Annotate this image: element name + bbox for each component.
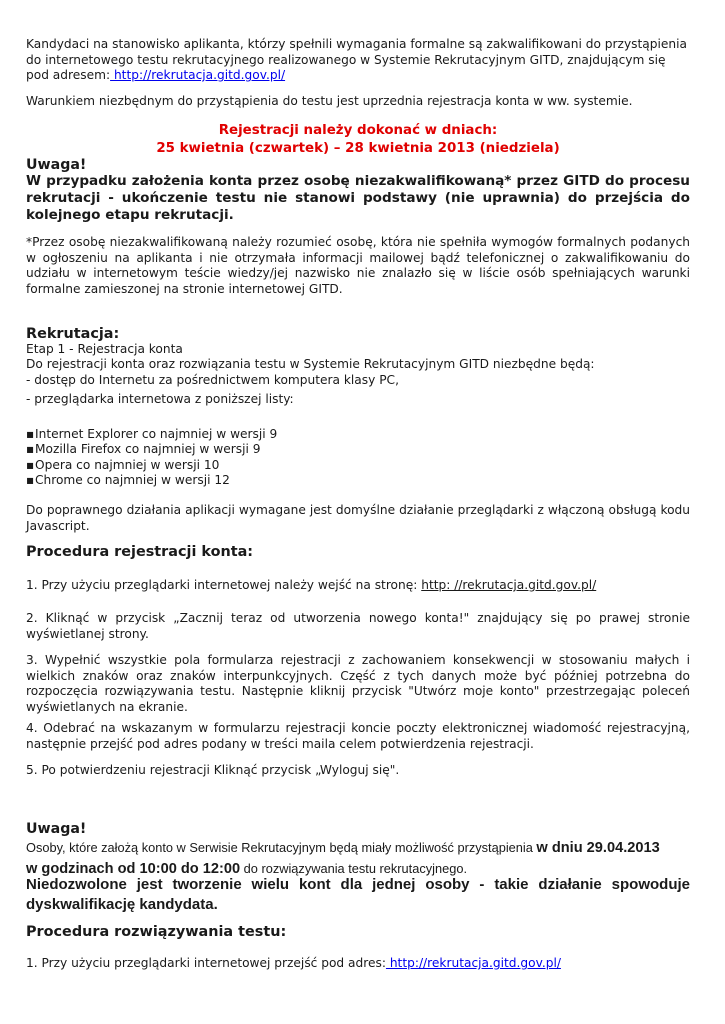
list-item: ▪Internet Explorer co najmniej w wersji 9 bbox=[26, 427, 278, 441]
needs-text: Do rejestracji konta oraz rozwiązania testu w Systemie Rekrutacyjnym GITD niezbędne będą: bbox=[26, 357, 595, 371]
list-item: ▪Opera co najmniej w wersji 10 bbox=[26, 457, 220, 472]
registration-step-5: 5. Po potwierdzeniu rejestracji Kliknąć przycisk „Wyloguj się". bbox=[26, 763, 400, 777]
registration-step-2: 2. Kliknąć w przycisk „Zacznij teraz od utworzenia nowego konta!" znajdujący się po prawej stronie wyświetlanej strony. bbox=[26, 611, 690, 641]
registration-step-4: 4. Odebrać na wskazanym w formularzu rejestracji koncie poczty elektronicznej wiadomość rejestracyjną, następnie przejść pod adres podany w treści maila celem potwierdzenia rejestracji. bbox=[26, 721, 690, 751]
test-link[interactable]: http://rekrutacja.gitd.gov.pl/ bbox=[385, 956, 561, 970]
bullet-icon: ▪ bbox=[26, 442, 35, 457]
registration-requirement: Warunkiem niezbędnym do przystąpienia do testu jest uprzednia rejestracja konta w ww. systemie. bbox=[26, 94, 633, 108]
registration-procedure-title: Procedura rejestracji konta: bbox=[26, 544, 254, 560]
warning2-bold: Niedozwolone jest tworzenie wielu kont dla jednej osoby - takie działanie spowoduje dyskwalifikację kandydata. bbox=[26, 876, 690, 913]
bullet-icon: ▪ bbox=[26, 457, 35, 472]
stage-label: Etap 1 - Rejestracja konta bbox=[26, 342, 183, 356]
test-procedure-title: Procedura rozwiązywania testu: bbox=[26, 924, 287, 940]
recruitment-title: Rekrutacja: bbox=[26, 326, 120, 342]
need-internet: - dostęp do Internetu za pośrednictwem komputera klasy PC, bbox=[26, 373, 399, 387]
warning-text: W przypadku założenia konta przez osobę niezakwalifikowaną* przez GITD do procesu rekrutacji - ukończenie testu nie stanowi podstawy (nie uprawnia) do przejścia do kolejnego etapu rekrutacji. bbox=[26, 173, 690, 223]
footnote: *Przez osobę niezakwalifikowaną należy rozumieć osobę, która nie spełniła wymogów formalnych podanych w ogłoszeniu na aplikanta i nie otrzymała informacji mailowej bądź telefonicznej o zakwalifikowaniu do udziału w internetowym teście wiedzy/jej nazwisko nie znalazło się w liście osób spełniających warunki formalne zamieszonej na stronie internetowej GITD. bbox=[26, 235, 690, 296]
dates-range: 25 kwietnia (czwartek) – 28 kwietnia 2013 (niedziela) bbox=[156, 141, 560, 156]
list-item: ▪Mozilla Firefox co najmniej w wersji 9 bbox=[26, 442, 261, 457]
need-browser: - przeglądarka internetowa z poniższej listy: bbox=[26, 392, 294, 406]
intro-link[interactable]: http://rekrutacja.gitd.gov.pl/ bbox=[110, 68, 286, 83]
test-step-1: 1. Przy użyciu przeglądarki internetowej przejść pod adres: http://rekrutacja.gitd.gov.pl/ bbox=[26, 956, 561, 970]
intro-text: Kandydaci na stanowisko aplikanta, którzy spełnili wymagania formalne są zakwalifikowani do przystąpienia do internetowego testu rekrutacyjnego realizowanego w Systemie Rekrutacyjnym GITD, znajdującym się pod adresem: bbox=[26, 37, 687, 83]
bullet-icon: ▪ bbox=[26, 427, 35, 441]
registration-step-1: 1. Przy użyciu przeglądarki internetowej należy wejść na stronę: http: //rekrutacja.gitd.gov.pl/ bbox=[26, 578, 597, 592]
bullet-icon: ▪ bbox=[26, 473, 35, 488]
browser-list bbox=[26, 427, 690, 489]
dates-heading: Rejestracji należy dokonać w dniach: bbox=[218, 123, 498, 138]
list-item: ▪Chrome co najmniej w wersji 12 bbox=[26, 473, 230, 488]
registration-link[interactable]: http: //rekrutacja.gitd.gov.pl/ bbox=[421, 578, 597, 592]
javascript-note: Do poprawnego działania aplikacji wymagane jest domyślne działanie przeglądarki z włączoną obsługą kodu Javascript. bbox=[26, 503, 690, 533]
warning-title: Uwaga! bbox=[26, 157, 87, 173]
warning2-text: Osoby, które założą konto w Serwisie Rekrutacyjnym będą miały możliwość przystąpienia w dniu 29.04.2013 w godzinach od 10:00 do 12:00 do rozwiązywania testu rekrutacyjnego. bbox=[26, 840, 660, 877]
intro-paragraph bbox=[26, 37, 690, 84]
registration-step-3: 3. Wypełnić wszystkie pola formularza rejestracji z zachowaniem konsekwencji w stosowaniu małych i wielkich znaków oraz znaków interpunkcyjnych. Część z tych danych może być później potrzebna do rozpoczęcia rozwiązywania testu. Następnie kliknij przycisk "Utwórz moje konto" przestrzegając poleceń wyświetlanych na ekranie. bbox=[26, 653, 690, 714]
warning2-title: Uwaga! bbox=[26, 821, 87, 837]
